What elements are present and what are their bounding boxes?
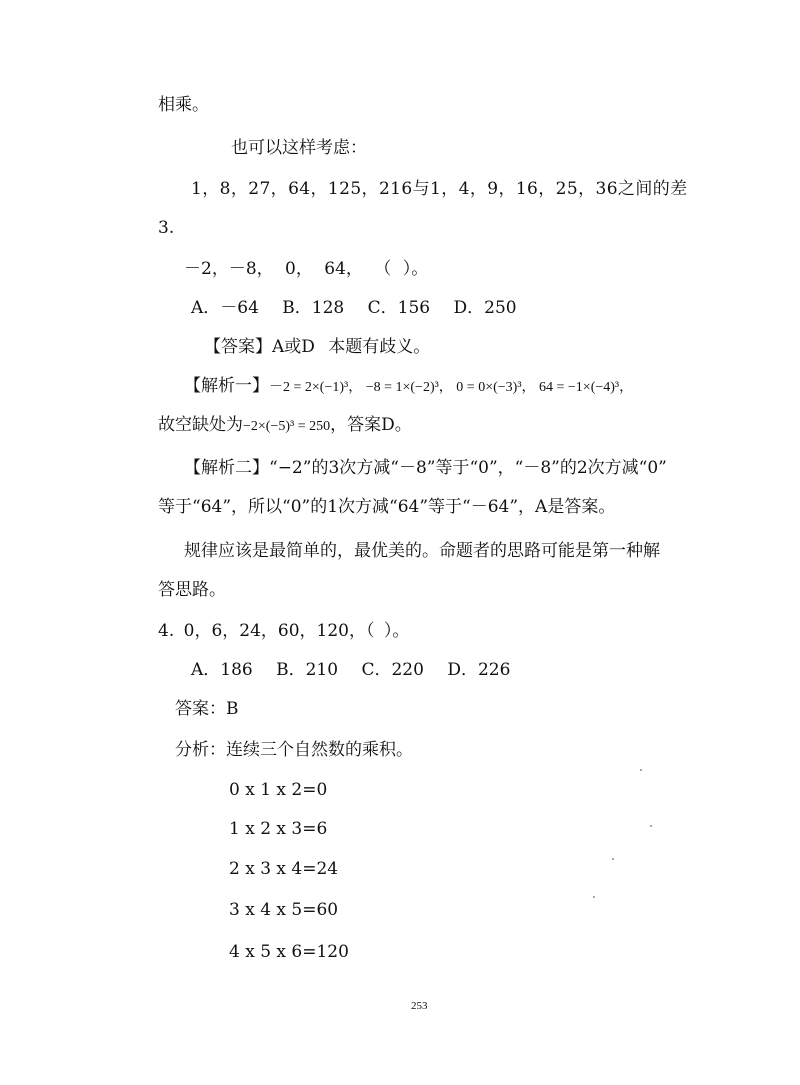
text-line-13: 答思路。 (158, 580, 226, 600)
text-line-3: 1，8，27，64，125，216与1，4，9，16，25，36之间的差 (191, 179, 688, 199)
analysis-one-label: 【解析一】 (184, 376, 269, 396)
product-line-2: 1 x 2 x 3=6 (229, 819, 328, 839)
text-line-7: 【答案】A或D 本题有歧义。 (204, 337, 431, 357)
product-line-1: 0 x 1 x 2=0 (229, 780, 328, 800)
text-line-1: 相乘。 (158, 95, 209, 115)
text-line-11: 等于“64”，所以“0”的1次方减“64”等于“－64”，A是答案。 (158, 497, 616, 517)
text-line-10: 【解析二】“−2”的3次方减“－8”等于“0”，“－8”的2次方减“0” (184, 458, 667, 478)
scan-speck (593, 896, 595, 898)
text-line-12: 规律应该是最简单的，最优美的。命题者的思路可能是第一种解 (184, 541, 660, 561)
text-line-17: 分析：连续三个自然数的乘积。 (175, 740, 413, 760)
analysis-one-formula: －2 = 2×(−1)³， −8 = 1×(−2)³， 0 = 0×(−3)³， 64 = −1×(−4)³， (269, 380, 634, 395)
scan-speck (612, 858, 614, 860)
text-line-9 (158, 414, 412, 438)
product-line-5: 4 x 5 x 6=120 (229, 942, 349, 962)
page-number: 253 (411, 1000, 428, 1012)
text-line-16: 答案：B (175, 699, 239, 719)
text-line-14: 4. 0，6，24，60，120，（ ）。 (158, 621, 410, 641)
product-line-3: 2 x 3 x 4=24 (229, 859, 339, 879)
text-line-8 (184, 375, 633, 399)
text-line-5: －2，－8， 0， 64， （ ）。 (184, 259, 429, 279)
text-line-2: 也可以这样考虑： (231, 138, 367, 158)
scan-speck (640, 769, 642, 771)
blank-answer-label: 故空缺处为 (158, 415, 243, 435)
text-line-4: 3. (158, 218, 175, 238)
scan-speck (650, 825, 652, 827)
blank-answer-formula: −2×(−5)³ = 250 (243, 419, 331, 434)
text-line-15: A．186 B．210 C．220 D．226 (191, 660, 511, 680)
product-line-4: 3 x 4 x 5=60 (229, 900, 339, 920)
blank-answer-suffix: ，答案D。 (330, 415, 412, 435)
text-line-6: A．－64 B．128 C．156 D．250 (191, 298, 517, 318)
